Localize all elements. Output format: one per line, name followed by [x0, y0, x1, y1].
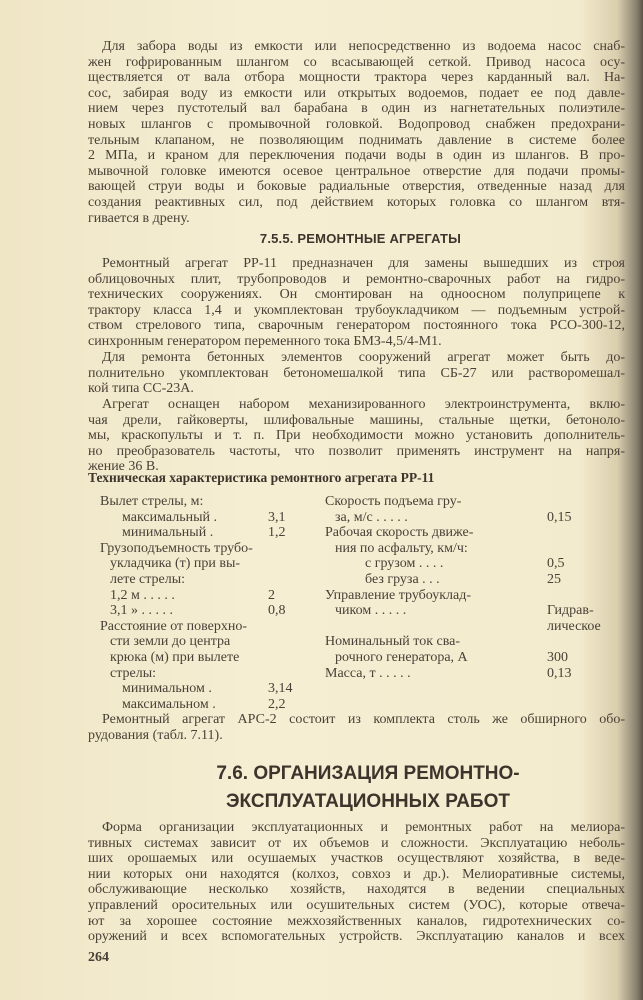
- spec-row: [325, 619, 625, 635]
- text-line: рудования (табл. 7.11).: [88, 727, 223, 743]
- spec-label: за, м/с . . . . .: [335, 509, 408, 525]
- spec-row: [325, 588, 625, 604]
- paragraph-tools: [88, 397, 625, 475]
- spec-row: [325, 556, 625, 572]
- text-line: тельным клапаном, не позволяющим поднимать давление в системе более: [88, 132, 625, 148]
- spec-value: 0,8: [268, 603, 286, 619]
- spec-label: Рабочая скорость движе-: [325, 525, 474, 541]
- spec-row: [325, 494, 625, 510]
- text-line: кой типа СС-23А.: [88, 381, 194, 397]
- text-line: тивных системах зависит от их объемов и сложности. Эксплуатацию неболь-: [88, 835, 625, 851]
- text-line: нии которых они находятся (колхоз, совхоз и др.). Мелиоративные системы,: [88, 866, 625, 882]
- text-line: технических сооружениях. Он смонтирован на одноосном полуприцепе к: [88, 287, 625, 303]
- spec-row: [100, 572, 315, 588]
- spec-label: минимальном .: [122, 681, 212, 697]
- spec-row: [325, 572, 625, 588]
- spec-row: [325, 634, 625, 650]
- spec-label: рочного генератора, А: [335, 649, 468, 665]
- text-line: ством стрелового типа, сварочным генератором постоянного тока РСО-300-12,: [88, 318, 625, 334]
- spec-label: крюка (м) при вылете: [110, 649, 240, 665]
- spec-label: максимальном .: [122, 696, 216, 712]
- text-line: облицовочных плит, трубопроводов и ремонтно-сварочных работ на гидро-: [88, 271, 625, 287]
- spec-label: Управление трубоуклад-: [325, 587, 472, 603]
- section-heading-7-5-5: 7.5.5. РЕМОНТНЫЕ АГРЕГАТЫ: [259, 231, 462, 246]
- spec-label: Масса, т . . . . .: [325, 665, 411, 681]
- spec-row: [325, 650, 625, 666]
- text-line: Ремонтный агрегат РР-11 предназначен для замены вышедших из строя: [102, 256, 625, 271]
- spec-row: [325, 603, 625, 619]
- spec-label: Грузоподъемность трубо-: [100, 540, 253, 556]
- text-line: мы, краскопульты и т. п. При необходимости можно установить дополнитель-: [88, 428, 625, 444]
- spec-row: [325, 510, 625, 526]
- spec-value: 2,2: [268, 696, 286, 712]
- paragraph-ars2: [88, 712, 625, 743]
- spec-label: лете стрелы:: [110, 571, 186, 587]
- spec-label: максимальный .: [122, 509, 217, 525]
- spec-left-column: [100, 494, 315, 712]
- spec-row: [325, 541, 625, 557]
- spec-value: Гидрав-: [547, 603, 594, 619]
- text-line: ществляется от вала отбора мощности трактора через карданный вал. На-: [88, 70, 625, 86]
- text-line: оружений и всех вспомогательных устройств. Эксплуатацию каналов и всех: [88, 929, 625, 945]
- spec-label: минимальный .: [122, 525, 214, 541]
- text-line: Для ремонта бетонных элементов сооружений агрегат может быть до-: [102, 350, 625, 365]
- spec-value: 3,1: [268, 509, 286, 525]
- spec-value: 0,13: [547, 665, 572, 681]
- spec-row: [100, 556, 315, 572]
- spec-value: 0,5: [547, 556, 565, 572]
- section-heading-line: ЭКСПЛУАТАЦИОННЫХ РАБОТ: [226, 791, 510, 812]
- text-line: но преобразователь частоты, что позволит применять инструмент на напря-: [88, 443, 625, 459]
- section-heading-line: 7.6. ОРГАНИЗАЦИЯ РЕМОНТНО-: [216, 763, 520, 784]
- spec-table-title: Техническая характеристика ремонтного агрегата РР-11: [88, 470, 435, 485]
- spec-label: укладчика (т) при вы-: [110, 556, 241, 572]
- page-number: 264: [88, 950, 109, 965]
- spec-value: 3,14: [268, 681, 293, 697]
- spec-label: чиком . . . . .: [335, 603, 407, 619]
- spec-right-column: [325, 494, 625, 681]
- spec-value: лическое: [547, 618, 601, 634]
- text-line: нием через пустотелый вал барабана в один из нагнетательных полиэтиле-: [88, 101, 625, 117]
- spec-row: [100, 619, 315, 635]
- spec-label: Вылет стрелы, м:: [100, 494, 204, 509]
- text-line: вающей струи воды и боковые радиальные отверстия, отведенные назад для: [88, 179, 625, 195]
- spec-label: 3,1 » . . . . .: [110, 603, 173, 619]
- text-line: ют за хорошее состояние межхозяйственных каналов, гидротехнических со-: [88, 913, 625, 929]
- spec-row: [100, 588, 315, 604]
- text-line: чая дрели, гайковерты, шлифовальные машины, стальные щетки, бетоноло-: [88, 412, 625, 428]
- spec-label: без груза . . .: [365, 571, 440, 587]
- paragraph-organization: [88, 820, 625, 945]
- text-line: ших орошаемых или осушаемых участков осуществляют хозяйства, в веде-: [88, 851, 625, 867]
- text-line: жен гофрированным шлангом со всасывающей сеткой. Привод насоса осу-: [88, 54, 625, 70]
- spec-row: [100, 541, 315, 557]
- spec-row: [100, 681, 315, 697]
- spec-value: 1,2: [268, 525, 286, 541]
- text-line: трактору класса 1,4 и укомплектован трубоукладчиком — подъемным устрой-: [88, 302, 625, 318]
- text-line: жение 36 В.: [88, 459, 159, 475]
- spec-label: 1,2 м . . . . .: [110, 587, 175, 603]
- spec-label: Скорость подъема гру-: [325, 494, 462, 509]
- spec-row: [100, 525, 315, 541]
- spec-label: сти земли до центра: [110, 634, 231, 650]
- spec-row: [325, 525, 625, 541]
- spec-value: 300: [547, 649, 568, 665]
- spec-row: [100, 634, 315, 650]
- spec-label: стрелы:: [110, 665, 156, 681]
- text-line: Для забора воды из емкости или непосредственно из водоема насос снаб-: [102, 39, 625, 54]
- text-line: создания реактивных сил, под действием которых головка со шлангом втя-: [88, 194, 625, 210]
- spec-row: [100, 697, 315, 713]
- spec-row: [325, 666, 625, 682]
- text-line: обслуживающие несколько хозяйств, находятся в ведении специальных: [88, 882, 625, 898]
- text-line: сос, забирая воду из емкости или открытых водоемов, подает ее под давле-: [88, 85, 625, 101]
- text-line: управлений оросительных или осушительных систем (УОС), которые отвеча-: [88, 897, 625, 913]
- text-line: Ремонтный агрегат АРС-2 состоит из комплекта столь же обширного обо-: [102, 712, 625, 727]
- spec-label: Расстояние от поверхно-: [100, 618, 248, 634]
- paragraph-concrete: [88, 350, 625, 397]
- text-line: полнительно укомплектован бетономешалкой типа СБ-27 или растворомешал-: [88, 365, 625, 381]
- text-line: новых шлангов с промывочной головкой. Водопровод снабжен предохрани-: [88, 116, 625, 132]
- spec-row: [100, 666, 315, 682]
- spec-value: 2: [268, 587, 275, 603]
- section-heading-7-6: [88, 760, 643, 816]
- text-line: гивается в дрену.: [88, 210, 190, 226]
- text-line: Форма организации эксплуатационных и ремонтных работ на мелиора-: [102, 820, 625, 835]
- paragraph-rr11: [88, 256, 625, 350]
- text-line: мывочной головке имеются осевое центральное отверстие для подачи промы-: [88, 163, 625, 179]
- spec-row: [100, 494, 315, 510]
- text-line: Агрегат оснащен набором механизированного электроинструмента, вклю-: [102, 397, 625, 412]
- text-line: 2 МПа, и краном для переключения подачи воды в один из шлангов. В про-: [88, 148, 625, 164]
- spec-row: [100, 650, 315, 666]
- spec-row: [100, 603, 315, 619]
- text-line: синхронным генератором переменного тока БМЗ-4,5/4-М1.: [88, 333, 442, 349]
- paragraph-pump: [88, 39, 625, 226]
- spec-value: 25: [547, 571, 561, 587]
- spec-label: Номинальный ток сва-: [325, 634, 461, 650]
- spec-label: ния по асфальту, км/ч:: [335, 540, 468, 556]
- spec-row: [100, 510, 315, 526]
- spec-label: с грузом . . . .: [365, 556, 444, 572]
- spec-value: 0,15: [547, 509, 572, 525]
